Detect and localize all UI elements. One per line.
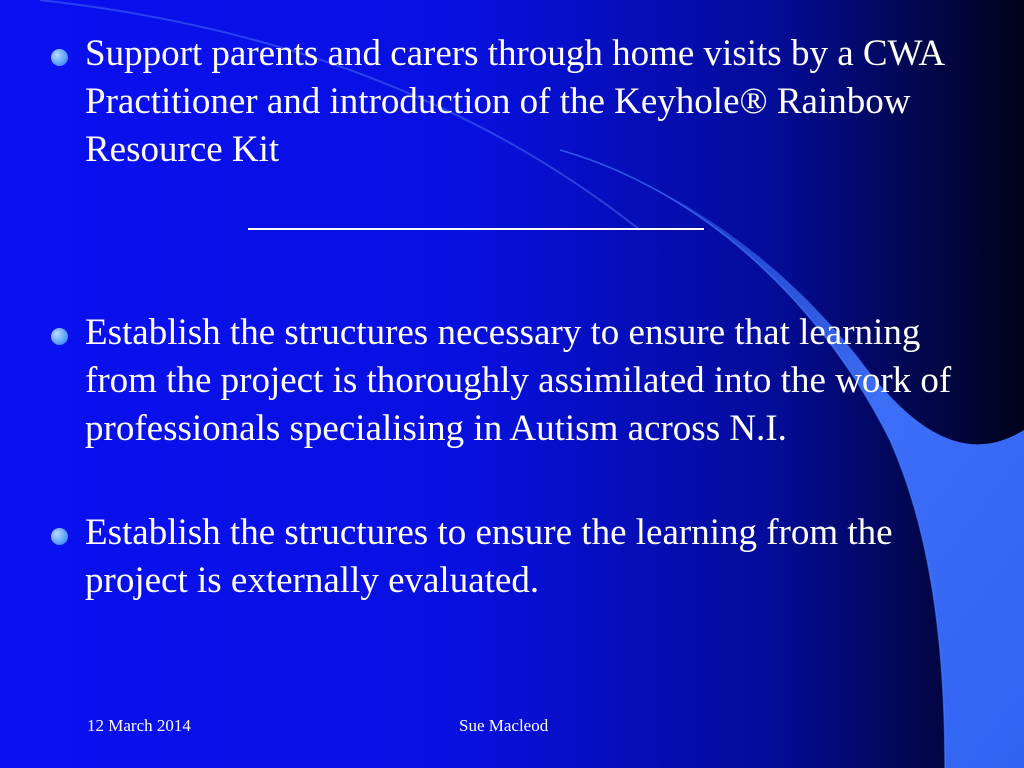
bullet-dot-icon <box>51 528 68 545</box>
bullet-item-home-visits <box>48 30 968 174</box>
bullet-dot-icon <box>51 328 68 345</box>
bullet-text: Establish the structures to ensure the learning from the project is externally evaluated. <box>85 512 893 601</box>
footer-author: Sue Macleod <box>459 716 549 735</box>
bullet-item-structures-learning <box>48 309 968 453</box>
bullet-list <box>48 30 968 605</box>
bullet-text: Establish the structures necessary to ensure that learning from the project is thoroughly assimilated into the work of professionals specialising in Autism across N.I. <box>85 312 952 449</box>
footer-date: 12 March 2014 <box>87 716 191 735</box>
bullet-item-external-evaluation <box>48 509 968 605</box>
bullet-dot-icon <box>51 49 68 66</box>
bullet-text: Support parents and carers through home visits by a CWA Practitioner and introduction of the Keyhole® Rainbow Resource Kit <box>85 33 944 170</box>
section-divider-line <box>248 228 704 230</box>
